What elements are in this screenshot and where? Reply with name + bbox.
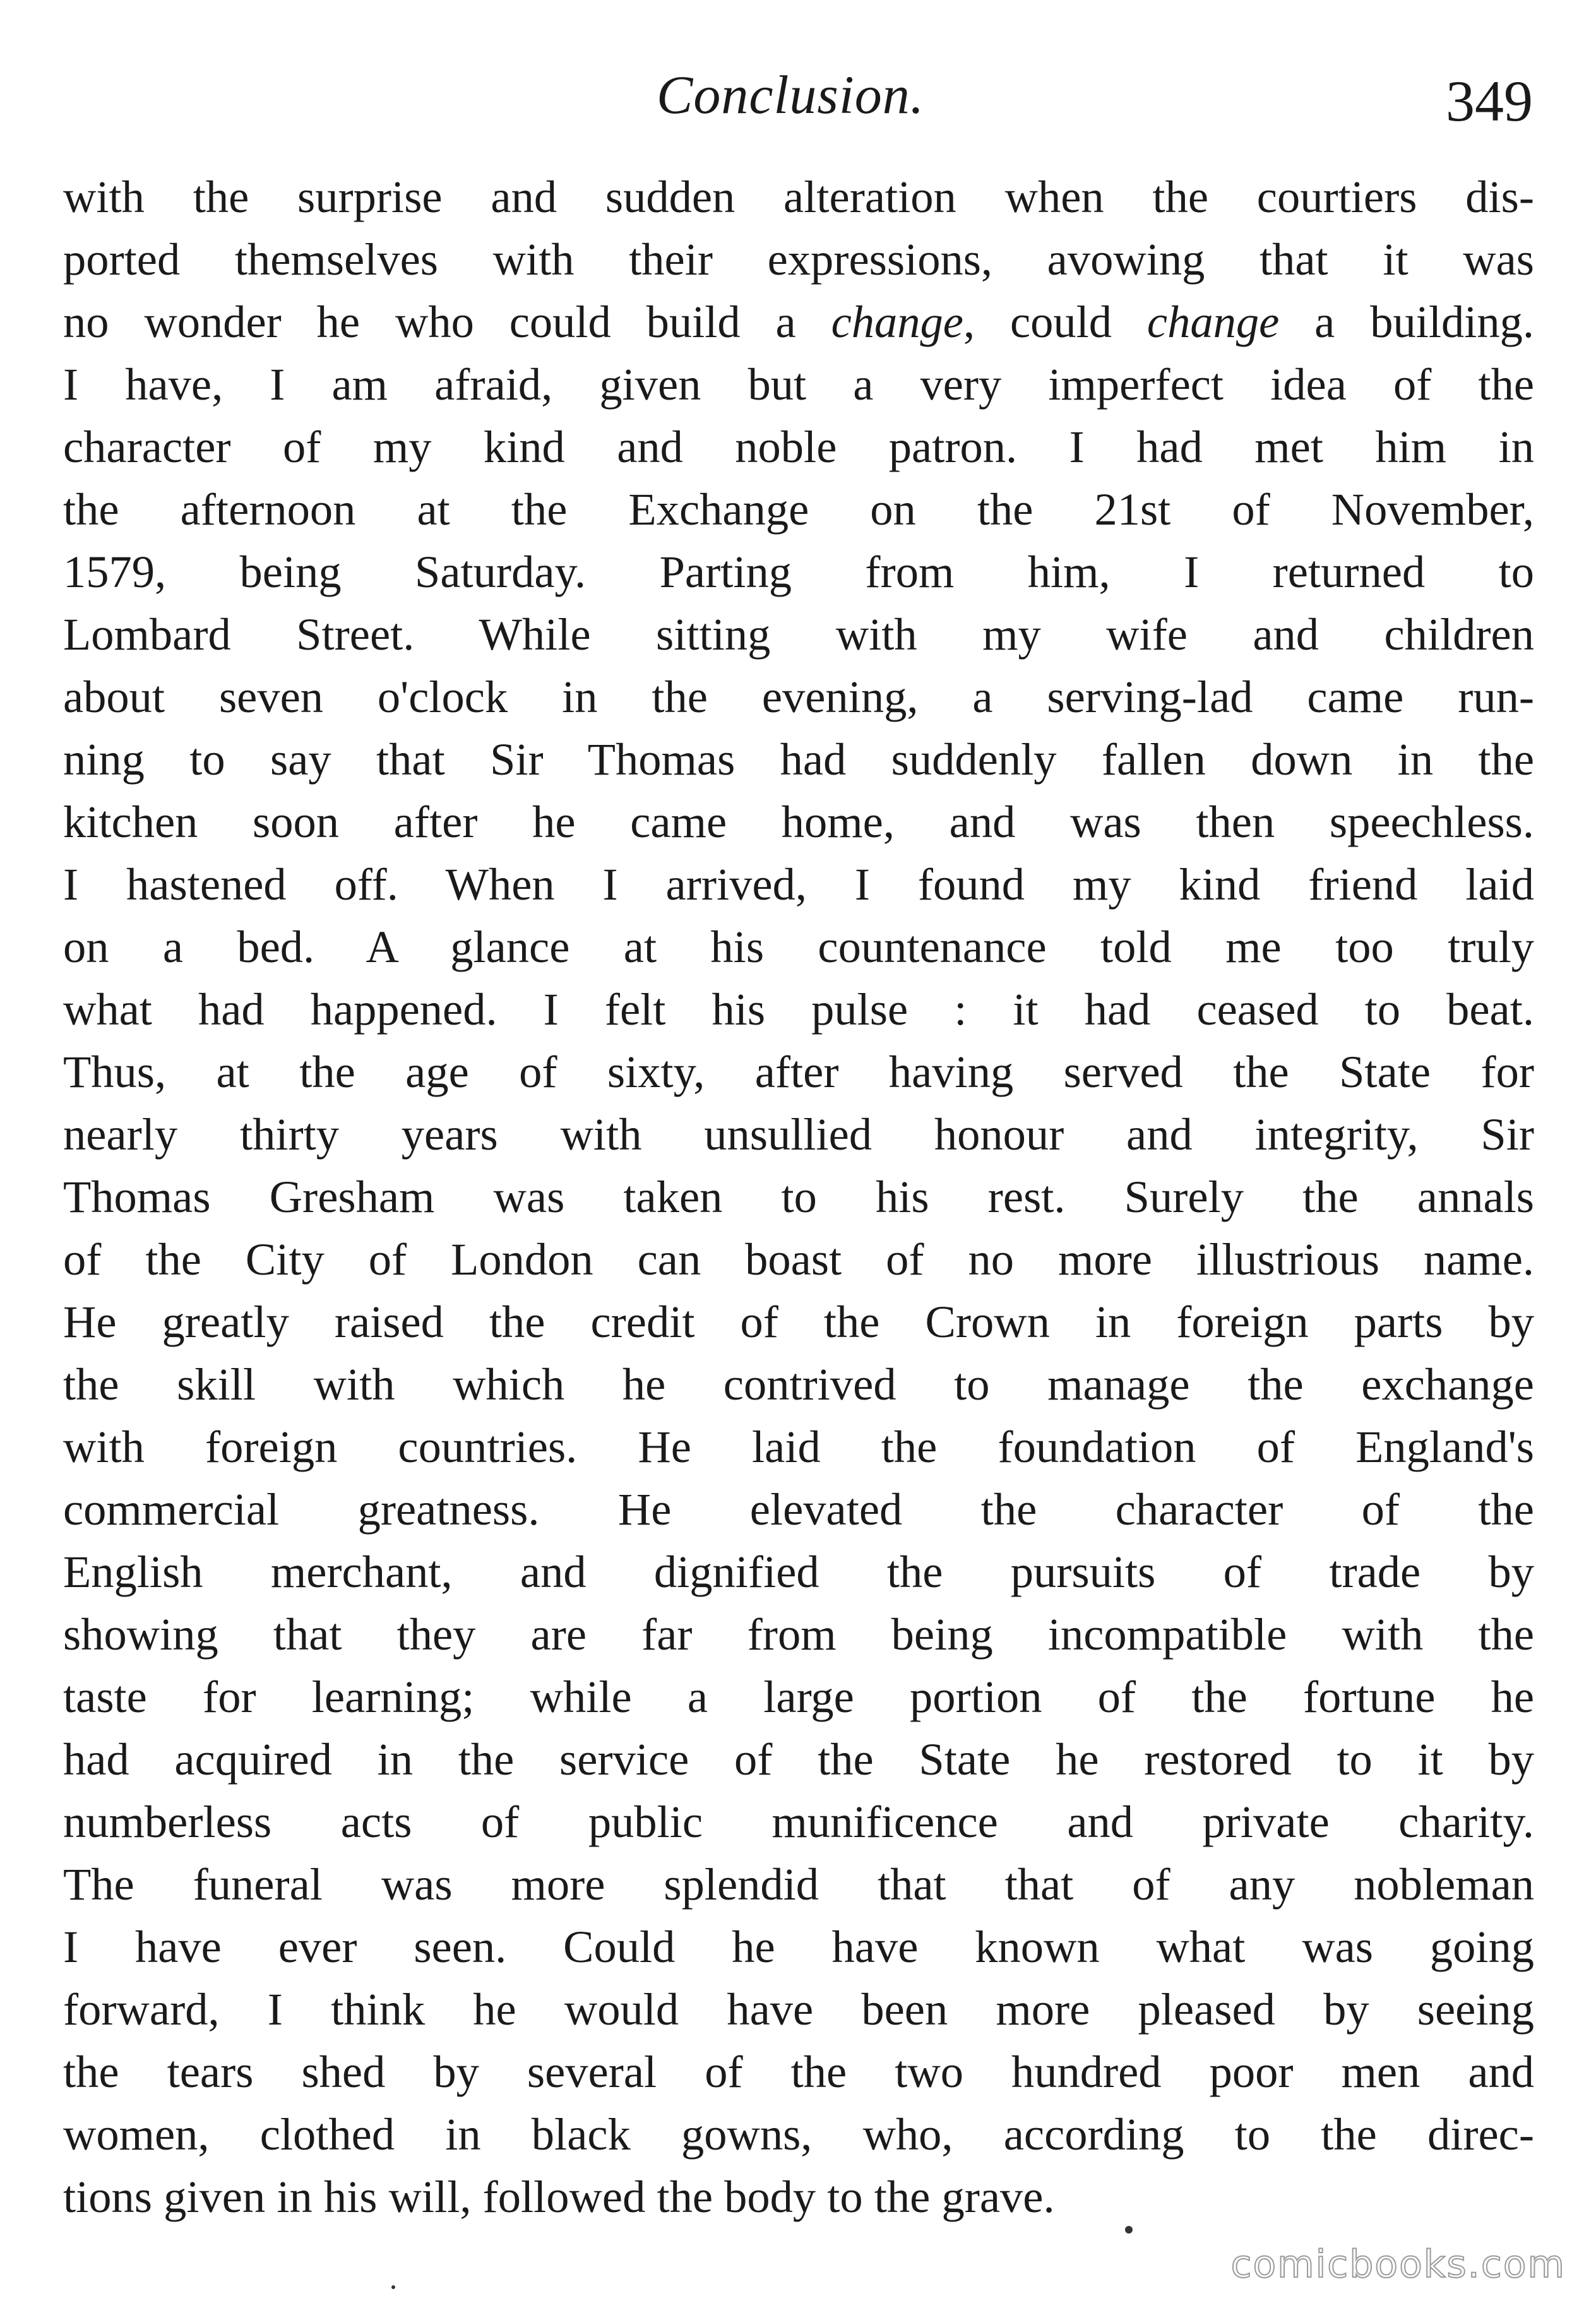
text-line [63, 2165, 1534, 2228]
text-line [63, 1853, 1534, 1915]
text-line [63, 1165, 1534, 1228]
text-line [63, 1415, 1534, 1478]
text-segment: Thomas Gresham was taken to his rest. Surely the annals [63, 1171, 1534, 1222]
text-line [63, 1290, 1534, 1353]
text-line [63, 790, 1534, 853]
text-segment: about seven o'clock in the evening, a serving-lad came run- [63, 671, 1534, 722]
text-line [63, 1915, 1534, 1978]
text-line [63, 1540, 1534, 1603]
text-segment: with foreign countries. He laid the foundation of England's [63, 1421, 1534, 1472]
text-segment: tions given in his will, followed the body to the grave. [63, 2171, 1055, 2222]
text-segment: character of my kind and noble patron. I had met him in [63, 421, 1534, 472]
text-line [63, 1103, 1534, 1165]
text-line [63, 915, 1534, 978]
text-line [63, 1728, 1534, 1790]
text-line [63, 353, 1534, 415]
text-segment: what had happened. I felt his pulse : it had ceased to beat. [63, 984, 1534, 1035]
text-segment: ported themselves with their expressions, avowing that it was [63, 234, 1534, 285]
page-number: 349 [1446, 69, 1533, 133]
text-segment: a building. [1279, 296, 1534, 347]
text-line [63, 665, 1534, 728]
text-line [63, 478, 1534, 540]
text-line [63, 1790, 1534, 1853]
text-segment: with the surprise and sudden alteration when the courtiers dis- [63, 171, 1534, 222]
text-line [63, 1603, 1534, 1665]
text-segment: no wonder he who could build a [63, 296, 831, 347]
text-segment: , could [963, 296, 1147, 347]
text-segment: commercial greatness. He elevated the character of the [63, 1484, 1534, 1535]
text-segment: He greatly raised the credit of the Crown in foreign parts by [63, 1296, 1534, 1347]
text-line [63, 1665, 1534, 1728]
text-segment: the tears shed by several of the two hundred poor men and [63, 2046, 1534, 2097]
italic-word: change [831, 296, 963, 347]
text-segment: on a bed. A glance at his countenance told me too truly [63, 921, 1534, 972]
body-text [63, 165, 1534, 2228]
text-segment: The funeral was more splendid that that of any nobleman [63, 1859, 1534, 1910]
text-line [63, 728, 1534, 790]
text-line [63, 978, 1534, 1040]
text-segment: nearly thirty years with unsullied honour and integrity, Sir [63, 1109, 1534, 1160]
text-line [63, 603, 1534, 665]
text-segment: ning to say that Sir Thomas had suddenly fallen down in the [63, 734, 1534, 785]
text-line [63, 1040, 1534, 1103]
text-segment: had acquired in the service of the State he restored to it by [63, 1734, 1534, 1785]
text-line [63, 540, 1534, 603]
text-segment: Lombard Street. While sitting with my wife and children [63, 609, 1534, 660]
text-line [63, 853, 1534, 915]
text-segment: of the City of London can boast of no more illustrious name. [63, 1234, 1534, 1285]
text-segment: I have, I am afraid, given but a very imperfect idea of the [63, 359, 1534, 410]
text-segment: kitchen soon after he came home, and was then speechless. [63, 796, 1534, 847]
text-segment: Thus, at the age of sixty, after having served the State for [63, 1046, 1534, 1097]
text-segment: English merchant, and dignified the pursuits of trade by [63, 1546, 1534, 1597]
text-segment: the afternoon at the Exchange on the 21st of November, [63, 484, 1534, 535]
text-segment: the skill with which he contrived to manage the exchange [63, 1359, 1534, 1410]
ink-speck [391, 2285, 395, 2289]
italic-word: change [1146, 296, 1280, 347]
text-segment: showing that they are far from being incompatible with the [63, 1609, 1534, 1660]
text-segment: numberless acts of public munificence and private charity. [63, 1796, 1534, 1847]
running-head [0, 60, 1596, 133]
running-title: Conclusion. [657, 64, 925, 125]
text-segment: I hastened off. When I arrived, I found my kind friend laid [63, 859, 1534, 910]
text-line [63, 165, 1534, 228]
text-line [63, 2040, 1534, 2103]
text-line [63, 2103, 1534, 2165]
text-line [63, 290, 1534, 353]
text-segment: 1579, being Saturday. Parting from him, I returned to [63, 546, 1534, 597]
text-line [63, 1978, 1534, 2040]
text-segment: women, clothed in black gowns, who, according to the direc- [63, 2109, 1534, 2160]
text-line [63, 415, 1534, 478]
text-segment: I have ever seen. Could he have known what was going [63, 1921, 1534, 1972]
text-line [63, 228, 1534, 290]
ink-speck [1125, 2226, 1133, 2234]
text-segment: forward, I think he would have been more pleased by seeing [63, 1984, 1534, 2035]
text-line [63, 1478, 1534, 1540]
text-line [63, 1228, 1534, 1290]
text-line [63, 1353, 1534, 1415]
watermark-logo: comicbooks.com [1230, 2242, 1566, 2287]
text-segment: taste for learning; while a large portion of the fortune he [63, 1671, 1534, 1722]
